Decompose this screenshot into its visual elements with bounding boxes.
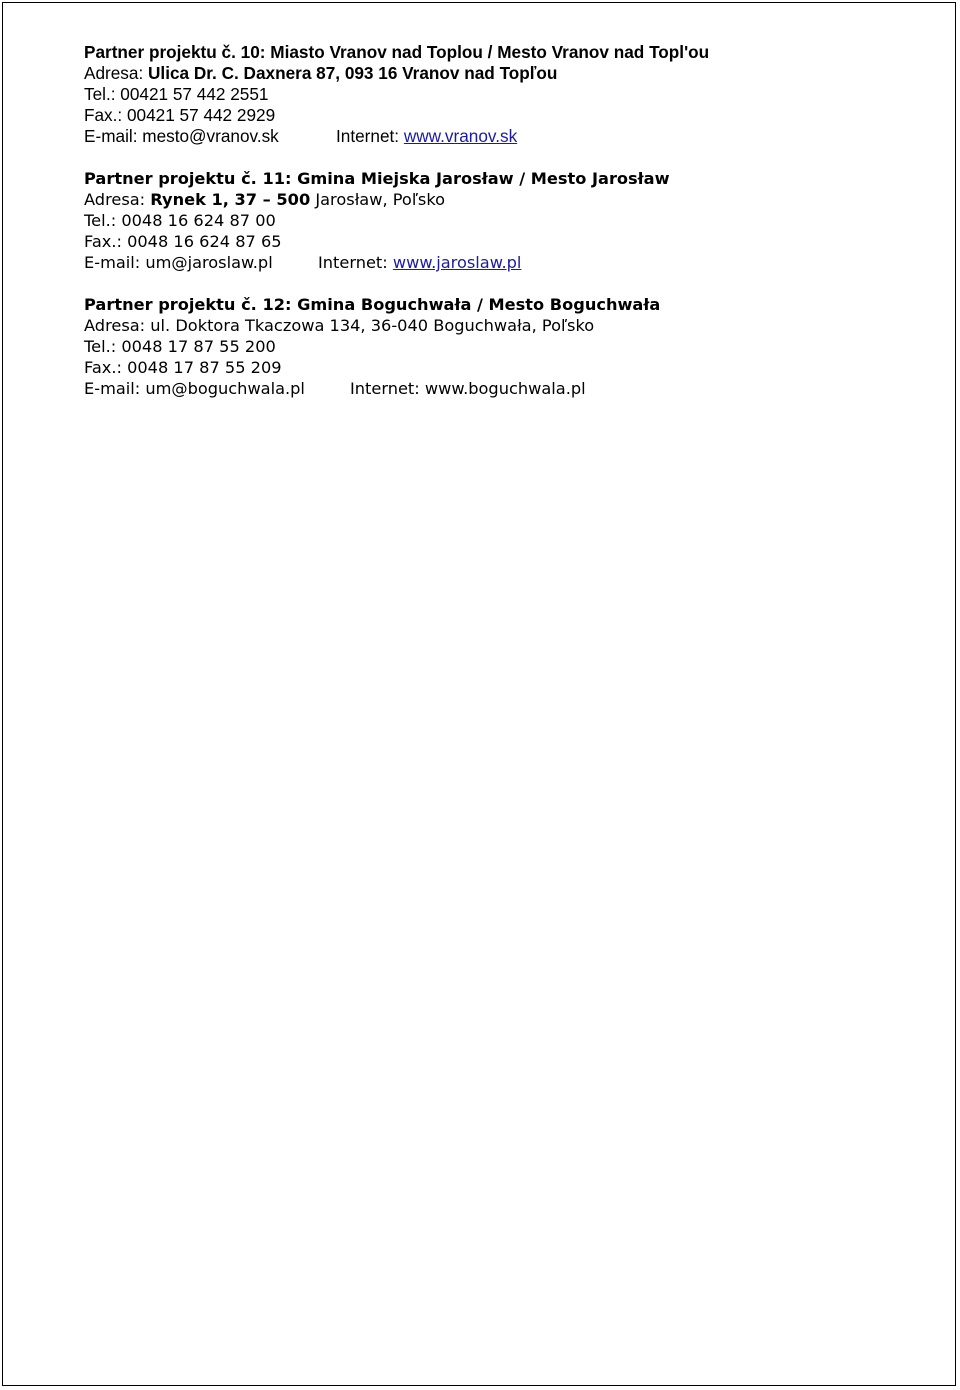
document-body: [84, 42, 924, 399]
partner-contact: [84, 252, 924, 273]
partner-contact: [84, 378, 924, 399]
partner-tel: Tel.: 00421 57 442 2551: [84, 84, 269, 104]
partner-tel: Tel.: 0048 16 624 87 00: [84, 211, 276, 230]
partner-fax: Fax.: 0048 17 87 55 209: [84, 358, 282, 377]
address-bold: Rynek 1, 37 – 500: [150, 190, 311, 209]
internet-link[interactable]: www.vranov.sk: [403, 126, 518, 146]
partner-email: E-mail: um@boguchwala.pl: [84, 379, 305, 398]
partner-email: E-mail: mesto@vranov.sk: [84, 126, 279, 146]
address-rest: Jarosław, Poľsko: [310, 190, 446, 209]
address-label: Adresa:: [84, 190, 151, 209]
partner-heading: Partner projektu č. 11: Gmina Miejska Jarosław / Mesto Jarosław: [84, 169, 670, 188]
address-value: Ulica Dr. C. Daxnera 87, 093 16 Vranov nad Topľou: [148, 63, 558, 83]
partner-address: Adresa: ul. Doktora Tkaczowa 134, 36-040 Boguchwała, Poľsko: [84, 316, 595, 335]
partner-tel: Tel.: 0048 17 87 55 200: [84, 337, 276, 356]
partner-address: [84, 63, 924, 84]
partner-block-10: [84, 42, 924, 147]
address-label: Adresa:: [84, 63, 149, 83]
internet-link[interactable]: www.jaroslaw.pl: [392, 253, 522, 272]
partner-fax: Fax.: 00421 57 442 2929: [84, 105, 276, 125]
internet-label: Internet:: [318, 253, 393, 272]
partner-email: E-mail: um@jaroslaw.pl: [84, 253, 273, 272]
partner-contact: [84, 126, 924, 147]
partner-heading: Partner projektu č. 10: Miasto Vranov nad Toplou / Mesto Vranov nad Topl'ou: [84, 42, 710, 62]
partner-heading: Partner projektu č. 12: Gmina Boguchwała / Mesto Boguchwała: [84, 295, 661, 314]
partner-internet: Internet: www.boguchwala.pl: [350, 379, 586, 398]
partner-block-11: [84, 168, 924, 273]
partner-block-12: [84, 294, 924, 399]
partner-address: [84, 189, 924, 210]
partner-fax: Fax.: 0048 16 624 87 65: [84, 232, 282, 251]
internet-label: Internet:: [336, 126, 404, 146]
